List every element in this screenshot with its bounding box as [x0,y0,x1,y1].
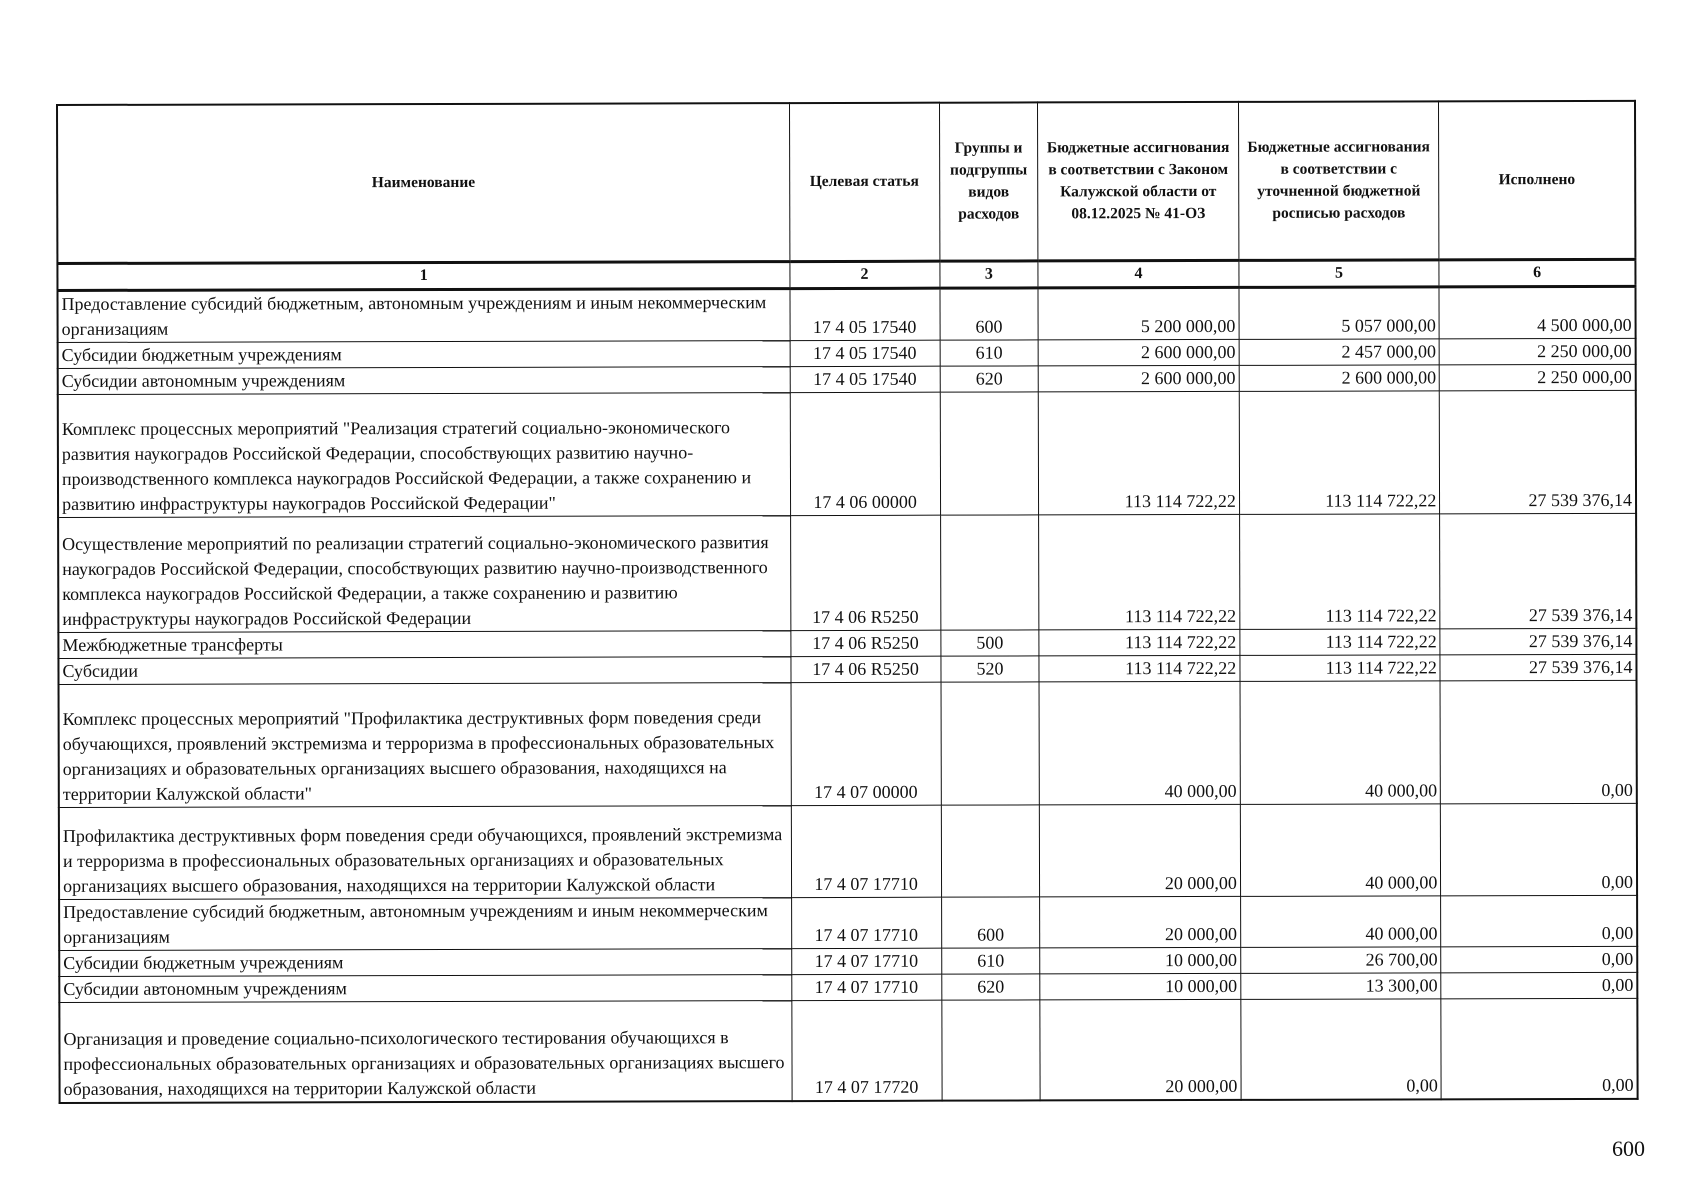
header-executed: Исполнено [1439,101,1636,260]
row-law-amount-cell: 5 200 000,00 [1038,287,1239,340]
table-header-row [57,101,1635,264]
table-row [57,286,1635,342]
row-group-cell: 620 [941,974,1040,1000]
row-code-cell: 17 4 05 17540 [790,288,940,340]
column-index: 1 [57,262,789,291]
row-group-cell [940,515,1039,630]
row-code-cell: 17 4 06 R5250 [790,515,940,630]
row-law-amount-cell: 20 000,00 [1040,999,1241,1100]
row-executed-amount-cell: 27 539 376,14 [1440,513,1636,629]
row-code-cell: 17 4 07 17710 [791,897,941,948]
row-name-cell: Субсидии автономным учреждениям [58,367,790,395]
table-row [58,654,1636,684]
row-executed-amount-cell: 0,00 [1441,998,1637,1099]
row-group-cell: 500 [941,630,1040,656]
row-law-amount-cell: 113 114 722,22 [1039,655,1240,682]
row-refined-amount-cell: 0,00 [1241,999,1442,1100]
row-name-cell: Комплекс процессных мероприятий "Профилактика деструктивных форм поведения среди обучающихся, проявлений экстремизма и терроризма в профессиональных образовательных организациях и образовательных организациях высшего образования, находящихся на территории Калужской области" [59,683,791,808]
row-law-amount-cell: 20 000,00 [1040,896,1241,948]
column-index-row [57,259,1635,290]
row-name-cell: Субсидии автономным учреждениям [59,975,791,1003]
row-law-amount-cell: 10 000,00 [1040,973,1241,1000]
row-group-cell: 600 [940,288,1039,340]
row-name-cell: Межбюджетные трансферты [58,631,790,659]
row-refined-amount-cell: 40 000,00 [1240,681,1441,805]
header-law: Бюджетные ассигнования в соответствии с Законом Калужской области от 08.12.2025 № 41-ОЗ [1038,102,1239,261]
table-row [59,680,1637,807]
table-row [58,513,1636,632]
row-executed-amount-cell: 0,00 [1441,895,1637,947]
row-code-cell: 17 4 05 17540 [790,366,940,392]
row-group-cell [941,682,1040,805]
table-row [58,364,1636,394]
row-group-cell: 620 [940,366,1039,392]
row-code-cell: 17 4 06 00000 [790,392,940,515]
row-refined-amount-cell: 113 114 722,22 [1239,391,1440,515]
table-row [59,803,1637,899]
header-code: Целевая статья [789,103,940,262]
row-executed-amount-cell: 0,00 [1440,680,1636,804]
row-name-cell: Комплекс процессных мероприятий "Реализация стратегий социально-экономического развития наукоградов Российской Федерации, способствующих развитию научно-производственного комплекса наукоградов Российской Федерации, а также сохранению и развитию инфраструктуры наукоградов Российской Федерации" [58,393,790,518]
column-index: 3 [940,261,1039,288]
header-group: Группы и подгруппы видов расходов [939,102,1038,261]
row-law-amount-cell: 20 000,00 [1040,804,1241,897]
row-law-amount-cell: 113 114 722,22 [1039,629,1240,656]
row-refined-amount-cell: 40 000,00 [1240,804,1441,897]
page-number: 600 [1612,1136,1645,1161]
table-row [58,338,1636,368]
row-executed-amount-cell: 27 539 376,14 [1440,390,1636,514]
row-group-cell: 520 [941,656,1040,682]
row-name-cell: Предоставление субсидий бюджетным, автономным учреждениям и иным некоммерческим организациям [57,289,789,343]
row-code-cell: 17 4 06 R5250 [790,630,940,656]
row-executed-amount-cell: 2 250 000,00 [1440,364,1636,391]
row-code-cell: 17 4 07 17710 [791,805,941,897]
row-code-cell: 17 4 06 R5250 [790,656,940,682]
row-group-cell: 600 [941,897,1040,948]
row-executed-amount-cell: 0,00 [1441,972,1637,999]
row-group-cell [941,1000,1040,1100]
column-index: 5 [1239,260,1440,288]
budget-table [56,100,1639,1104]
row-executed-amount-cell: 0,00 [1441,803,1637,896]
row-code-cell: 17 4 07 17710 [791,948,941,974]
table-row [58,628,1636,658]
header-name: Наименование [57,103,789,263]
row-law-amount-cell: 113 114 722,22 [1039,391,1240,515]
column-index: 2 [789,261,939,288]
row-law-amount-cell: 40 000,00 [1039,681,1240,805]
row-refined-amount-cell: 13 300,00 [1241,973,1442,1000]
row-refined-amount-cell: 26 700,00 [1241,947,1442,974]
row-group-cell [941,805,1040,897]
row-refined-amount-cell: 5 057 000,00 [1239,287,1440,340]
row-refined-amount-cell: 2 600 000,00 [1239,365,1440,392]
row-executed-amount-cell: 27 539 376,14 [1440,628,1636,655]
row-executed-amount-cell: 2 250 000,00 [1439,338,1635,365]
table-row [59,946,1637,976]
header-refined: Бюджетные ассигнования в соответствии с уточненной бюджетной росписью расходов [1238,101,1439,260]
table-row [59,972,1637,1002]
table-row [59,998,1637,1102]
row-executed-amount-cell: 4 500 000,00 [1439,286,1635,339]
row-law-amount-cell: 2 600 000,00 [1038,365,1239,392]
table-row [58,390,1636,517]
row-refined-amount-cell: 40 000,00 [1240,896,1441,948]
column-index: 6 [1439,259,1635,287]
row-group-cell: 610 [940,340,1039,366]
row-law-amount-cell: 2 600 000,00 [1038,339,1239,366]
row-name-cell: Субсидии бюджетным учреждениям [58,341,790,369]
row-code-cell: 17 4 07 17720 [791,1000,941,1100]
row-code-cell: 17 4 05 17540 [790,340,940,366]
row-name-cell: Предоставление субсидий бюджетным, автономным учреждениям и иным некоммерческим организациям [59,898,791,951]
row-group-cell: 610 [941,948,1040,974]
column-index: 4 [1038,260,1239,288]
row-law-amount-cell: 10 000,00 [1040,947,1241,974]
row-law-amount-cell: 113 114 722,22 [1039,514,1240,630]
row-refined-amount-cell: 113 114 722,22 [1239,514,1440,630]
row-executed-amount-cell: 0,00 [1441,946,1637,973]
row-name-cell: Профилактика деструктивных форм поведения среди обучающихся, проявлений экстремизма и терроризма в профессиональных образовательных организациях и образовательных организациях высшего образования, находящихся на территории Калужской области [59,806,791,900]
row-group-cell [940,392,1039,515]
row-code-cell: 17 4 07 00000 [791,682,941,805]
row-refined-amount-cell: 113 114 722,22 [1240,655,1441,682]
row-refined-amount-cell: 2 457 000,00 [1239,339,1440,366]
row-code-cell: 17 4 07 17710 [791,974,941,1000]
row-refined-amount-cell: 113 114 722,22 [1240,629,1441,656]
row-name-cell: Субсидии бюджетным учреждениям [59,949,791,977]
table-row [59,895,1637,950]
row-name-cell: Субсидии [58,657,790,685]
row-name-cell: Организация и проведение социально-психологического тестирования обучающихся в профессиональных образовательных организациях и образовательных организациях высшего образования, находящихся на территории Калужской области [59,1001,791,1103]
row-name-cell: Осуществление мероприятий по реализации стратегий социально-экономического развития наукоградов Российской Федерации, способствующих развитию научно-производственного комплекса наукоградов Российской Федерации, а также сохранению и развитию инфраструктуры наукоградов Российской Федерации [58,516,790,633]
row-executed-amount-cell: 27 539 376,14 [1440,654,1636,681]
